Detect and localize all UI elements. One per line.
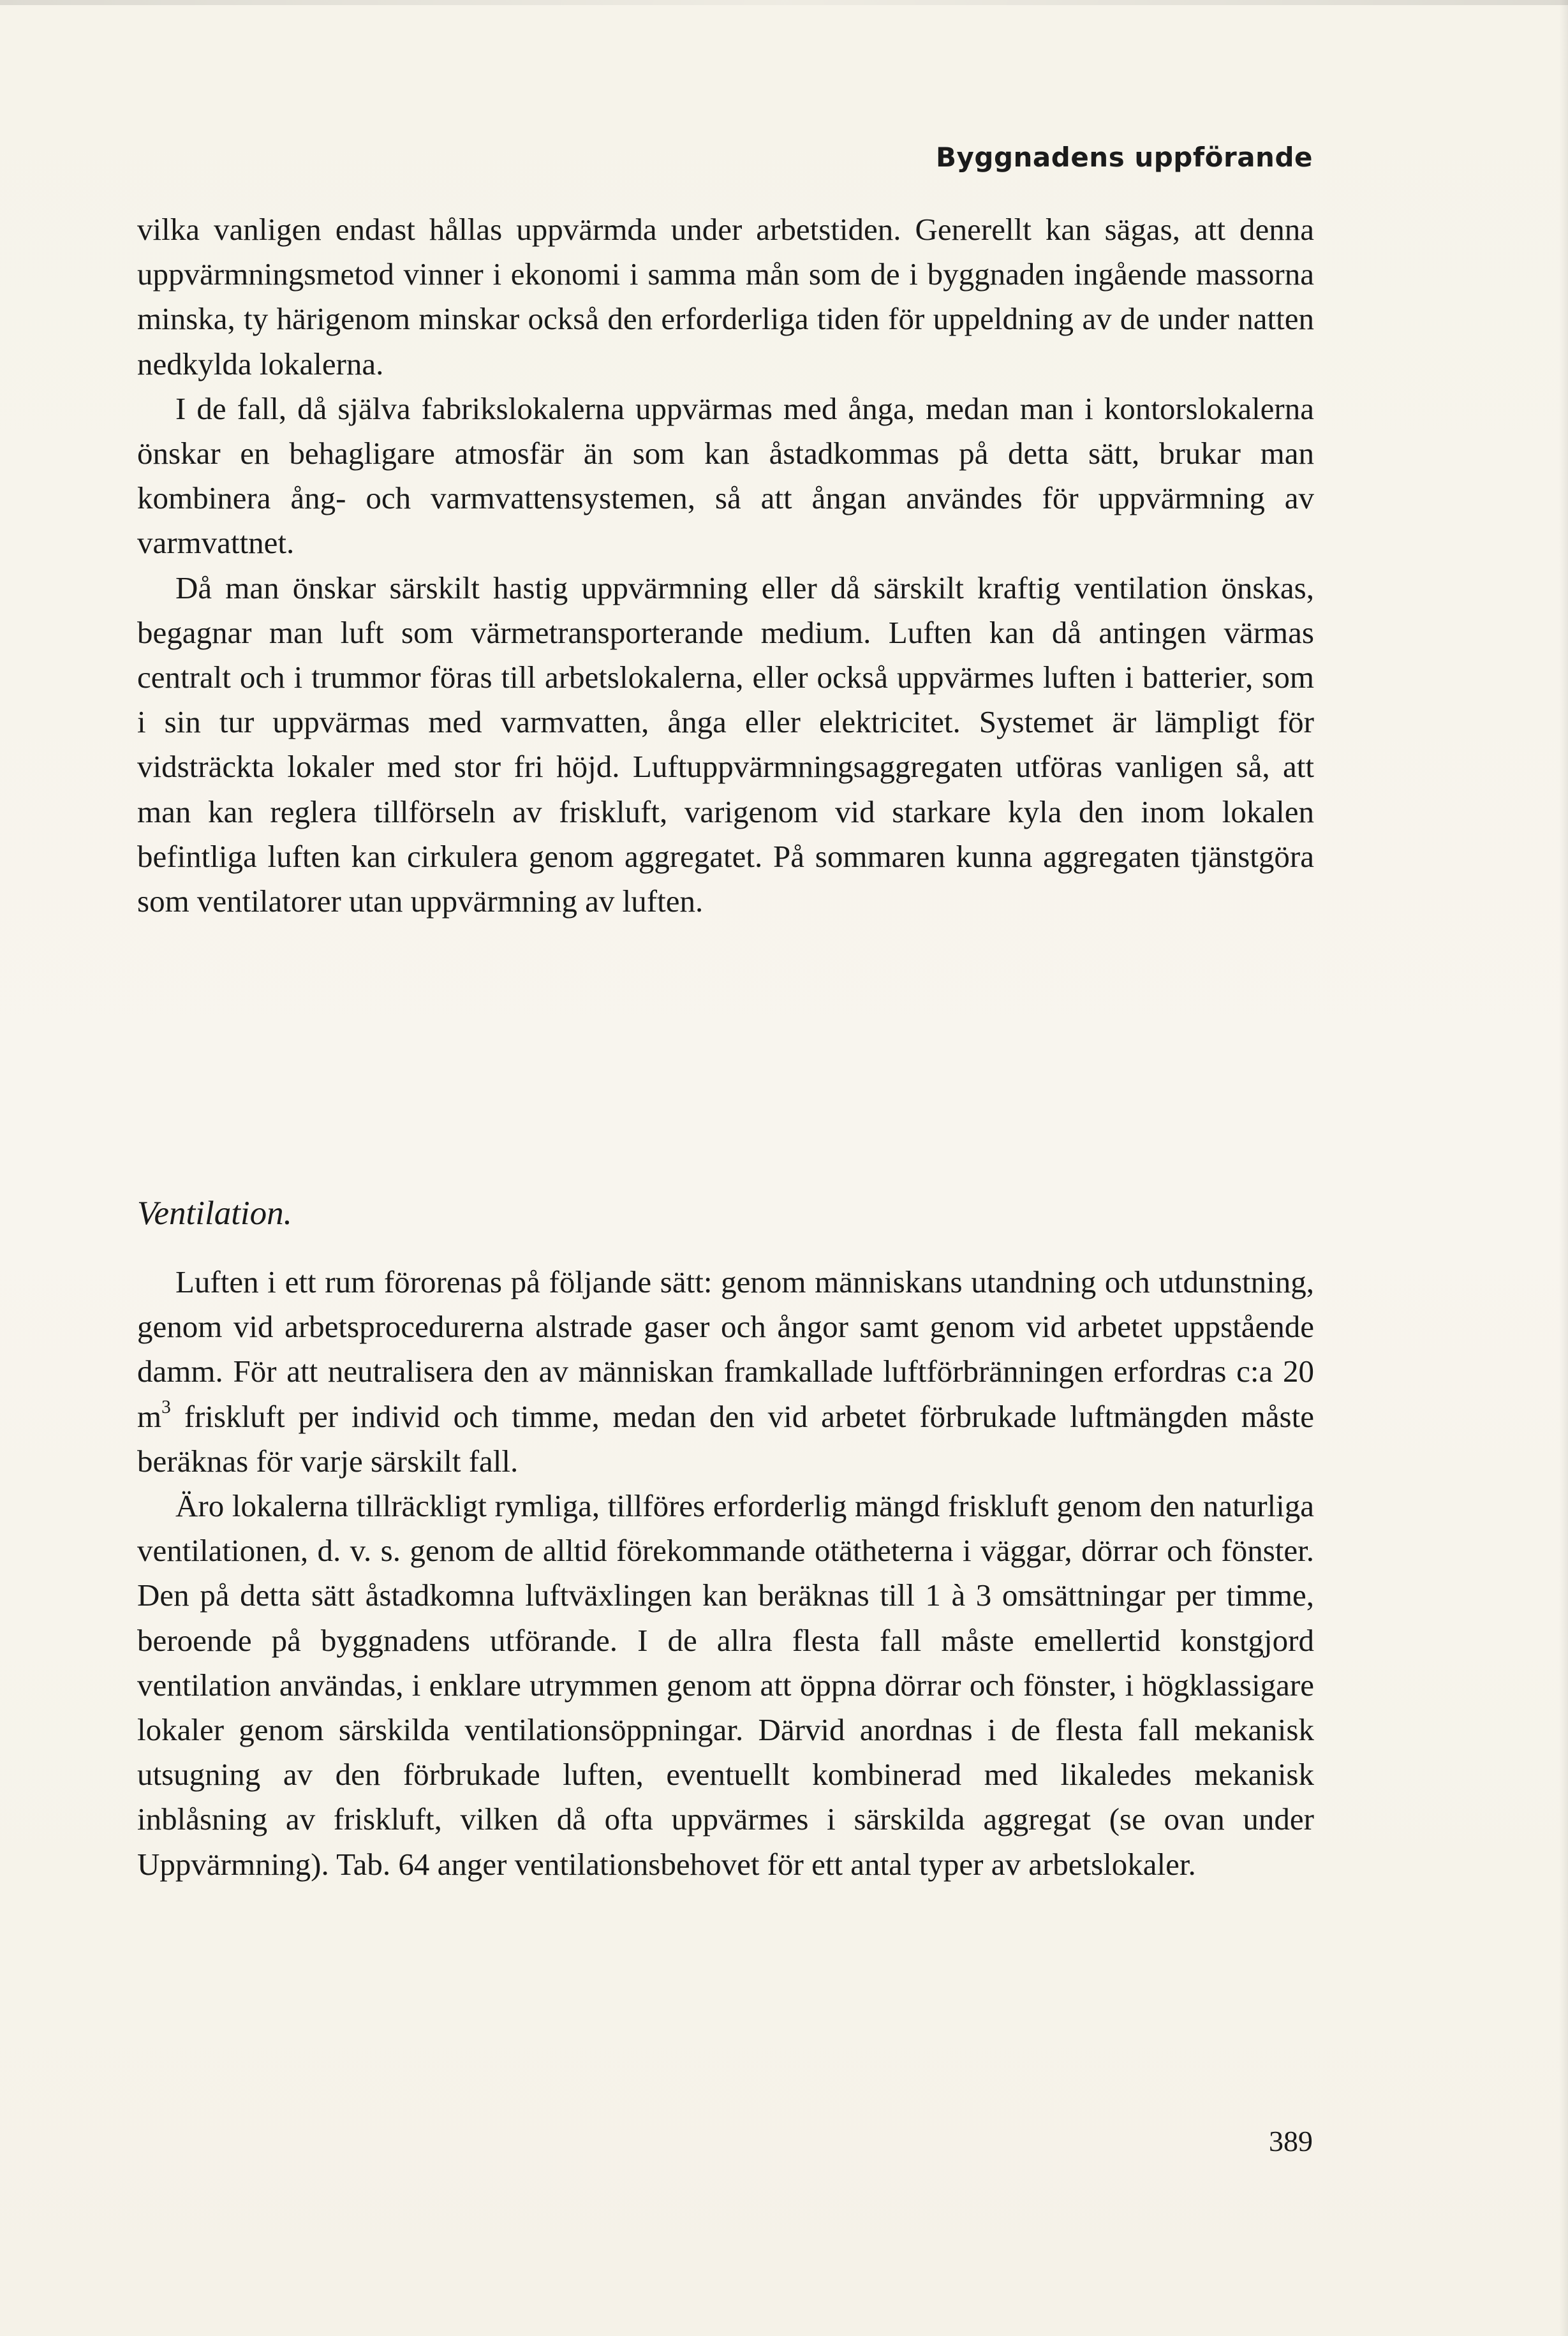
paragraph-air-heating: Då man önskar särskilt hastig uppvärmning eller då särskilt kraftig ventilation önskas, begagnar man luft som värmetransporterande medium. Luften kan då antingen värmas centralt och i trummor föras till arbetslokalerna, eller också uppvärmes luften i batterier, som i sin tur uppvärmas med varmvatten, ånga eller elektricitet. Systemet är lämpligt för vidsträckta lokaler med stor fri höjd. Luftuppvärmningsaggregaten utföras vanligen så, att man kan reglera tillförseln av friskluft, varigenom vid starkare kyla den inom lokalen befintliga luften kan cirkulera genom aggregatet. På sommaren kunna aggregaten tjänstgöra som ventilatorer utan uppvärmning av luften. [137,570,1314,919]
page-number: 389 [1269,2125,1313,2157]
page-right-edge [1559,0,1568,2336]
paragraph-continued: vilka vanligen endast hållas uppvärmda under arbetstiden. Generellt kan sägas, att denna uppvärmningsmetod vinner i ekonomi i samma mån som de i byggnaden ingående massorna minska, ty härigenom minskar också den erforderliga tiden för uppeldning av de under natten nedkylda lokalerna. [137,212,1314,381]
cubic-superscript: 3 [161,1396,171,1417]
paragraph-air-pollution [137,1260,1314,1484]
paragraph-air-pollution-part-1: Luften i ett rum förorenas på följande sätt: genom människans utandning och utdunstning, genom vid arbetsprocedurerna alstrade gaser och ångor samt genom vid arbetet uppstående damm. För att neutralisera den av människan framkallade luftförbränningen erfordras c:a 20 m [137,1264,1314,1434]
paragraph-air-pollution-part-2: friskluft per individ och timme, medan den vid arbetet förbrukade luftmängden måste beräknas för varje särskilt fall. [137,1398,1314,1479]
text-block-heating [137,207,1314,924]
running-header: Byggnadens uppförande [936,142,1313,173]
page-top-edge [0,0,1568,5]
text-block-ventilation [137,1260,1314,1887]
paragraph-steam-water: I de fall, då själva fabrikslokalerna uppvärmas med ånga, medan man i kontorslokalerna önskar en behagligare atmosfär än som kan åstadkommas på detta sätt, brukar man kombinera ång- och varmvattensystemen, så att ångan användes för uppvärmning av varmvattnet. [137,390,1314,561]
paragraph-natural-ventilation: Äro lokalerna tillräckligt rymliga, tillföres erforderlig mängd friskluft genom den naturliga ventilationen, d. v. s. genom de alltid förekommande otätheterna i väggar, dörrar och fönster. Den på detta sätt åstadkomna luftväxlingen kan beräknas till 1 à 3 omsättningar per timme, beroende på byggnadens utförande. I de allra flesta fall måste emellertid konstgjord ventilation användas, i enklare utrymmen genom att öppna dörrar och fönster, i högklassigare lokaler genom särskilda ventilationsöppningar. Därvid anordnas i de flesta fall mekanisk utsugning av den förbrukade luften, eventuellt kombinerad med likaledes mekanisk inblåsning av friskluft, vilken då ofta uppvärmes i särskilda aggregat (se ovan under Uppvärmning). Tab. 64 anger ventilationsbehovet för ett antal typer av arbetslokaler. [137,1488,1314,1882]
section-heading-ventilation: Ventilation. [137,1195,292,1232]
